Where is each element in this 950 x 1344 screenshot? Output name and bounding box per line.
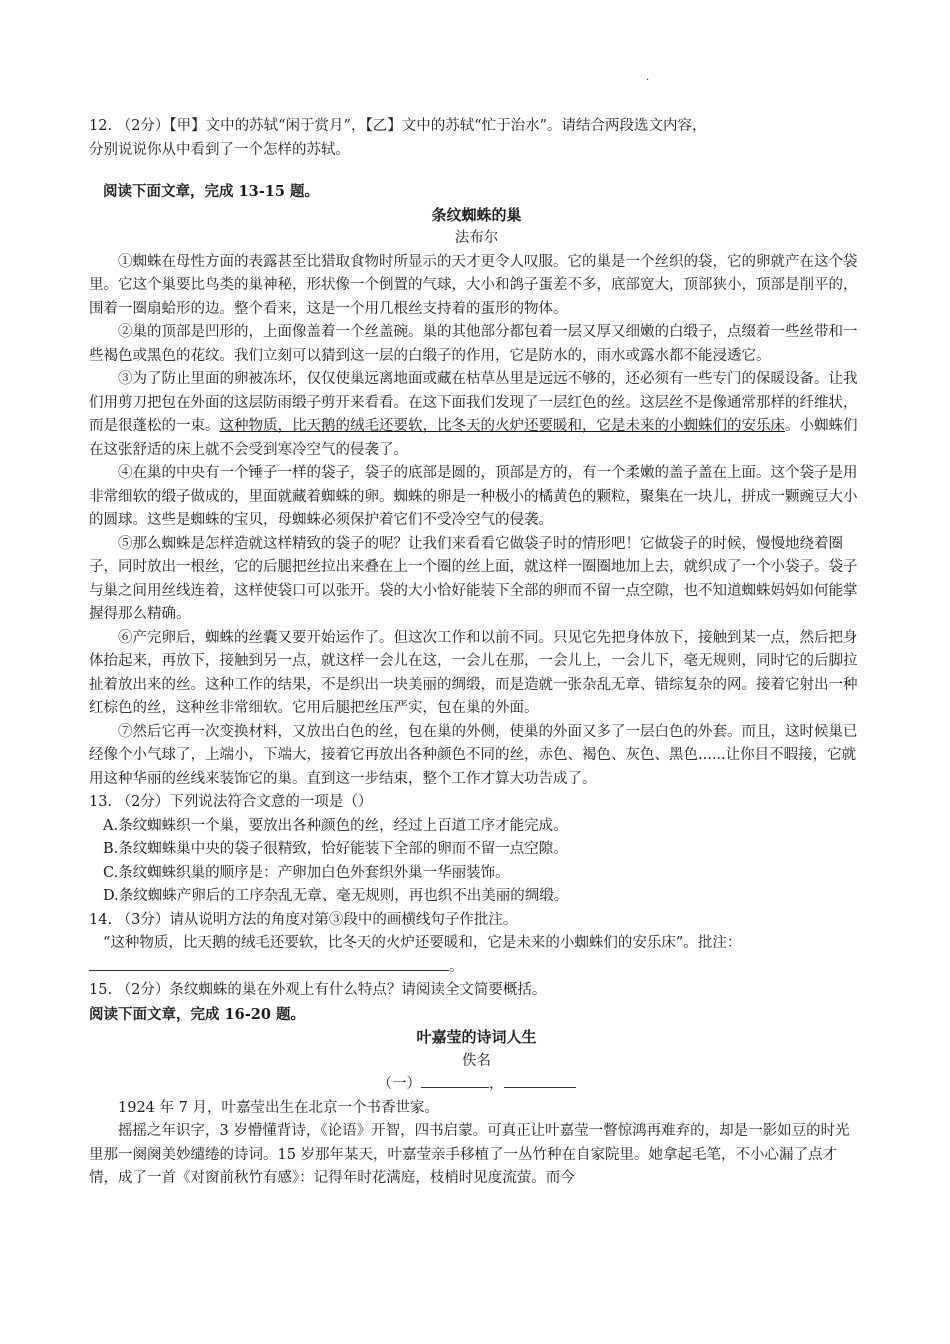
q13-option-d: D.条纹蜘蛛产卵后的工序杂乱无章、毫无规则，再也织不出美丽的绸缎。 [103, 888, 569, 904]
q13-option-c: C.条纹蜘蛛织巢的顺序是：产卵加白色外套织外巢一华丽装饰。 [103, 864, 510, 881]
part-label: （一） [377, 1076, 421, 1092]
underlined-sentence: 这种物质，比天鹅的绒毛还要软，比冬天的火炉还要暖和，它是未来的小蜘蛛们的安乐床 [219, 418, 785, 434]
q12-line1: 12. （2分）【甲】文中的苏轼“闲于赏月”，【乙】文中的苏轼“忙于治水”。请结合两段选文内容， [89, 118, 707, 134]
q13-option-a: A.条纹蜘蛛织一个巢，要放出各种颜色的丝，经过上百道工序才能完成。 [103, 817, 568, 834]
article1-title: 条纹蜘蛛的巢 [431, 205, 522, 224]
section2-instruction: 阅读下面文章，完成 16-20 题。 [89, 1005, 305, 1023]
q13-stem: 13. （2分）下列说法符合文意的一项是（） [89, 794, 373, 810]
q14-end: 。 [449, 958, 464, 975]
paragraph-7: ⑦然后它再一次变换材料，又放出白色的丝，包在巢的外侧，使巢的外面又多了一层白色的外套。而且，这时候巢已经像个小气球了，上端小，下端大，接着它再放出各种颜色不同的丝，赤色、褐色、灰色、黑色......让你目不暇接，它就用这种华丽的丝线来装饰它的巢。直到这一步结束，整个工作才算大功告成了。 [89, 723, 858, 787]
section1-instruction: 阅读下面文章，完成 13-15 题。 [103, 183, 319, 200]
q15-stem: 15. （2分）条纹蜘蛛的巢在外观上有什么特点？请阅读全文简要概括。 [89, 982, 547, 998]
q14-quote: “这种物质，比天鹅的绒毛还要软，比冬天的火炉还要暖和，它是未来的小蜘蛛们的安乐床”。批注： [103, 935, 742, 951]
paragraph-3 [89, 368, 864, 462]
blank-2 [504, 1073, 576, 1088]
paragraph-2: ②巢的顶部是凹形的，上面像盖着一个丝盖碗。巢的其他部分都包着一层又厚又细嫩的白缎子，点缀着一些丝带和一些褐色或黑色的花纹。我们立刻可以猜到这一层的白缎子的作用，它是防水的，雨水或露水都不能浸透它。 [89, 324, 858, 364]
q14-stem: 14. （3分）请从说明方法的角度对第③段中的画横线句子作批注。 [89, 911, 518, 928]
paragraph-5: ⑤那么蜘蛛是怎样造就这样精致的袋子的呢？让我们来看看它做袋子时的情形吧！它做袋子的时候，慢慢地绕着圈子，同时放出一根丝，它的后腿把丝拉出来叠在上一个圈的丝上面，就这样一圈圈地加上去，就织成了一个小袋子。袋子与巢之间用丝线连着，这样使袋口可以张开。袋的大小恰好能装下全部的卵而不留一点空隙，也不知道蜘蛛妈妈如何能掌握得那么精确。 [89, 535, 858, 622]
article2-author: 佚名 [462, 1052, 491, 1069]
paragraph-6: ⑥产完卵后，蜘蛛的丝囊又要开始运作了。但这次工作和以前不同。只见它先把身体放下，接触到某一点，然后把身体抬起来，再放下，接触到另一点，就这样一会儿在这，一会儿在那，一会儿上，一会儿下，毫无规则，同时它的后脚拉扯着放出来的丝。这种工作的结果，不是织出一块美丽的绸缎，而是造就一张杂乱无章、错综复杂的网。接着它射出一种红棕色的丝，这种丝非常细软。它用后腿把丝压严实，包在巢的外面。 [89, 629, 858, 716]
paragraph-3-part-b: 。小蜘蛛们在这张舒适的床上就不会受到寒冷空气的侵袭了。 [89, 418, 858, 458]
part-sep: ， [489, 1076, 504, 1092]
paragraph-3-part-a: ③为了防止里面的卵被冻坏，仅仅使巢远离地面或藏在枯草丛里是远远不够的，还必须有一些专门的保暖设备。让我们用剪刀把包在外面的这层防雨缎子剪开来看看。在这下面我们发现了一层红色的丝。这层丝不是像通常那样的纤维状，而是很蓬松的一束。 [89, 371, 858, 434]
article2-paragraph-2: 摇摇之年识字，3 岁懵懂背诗，《论语》开智，四书启蒙。可真正让叶嘉莹一瞥惊鸿再难弃的，却是一影如豆的时光里那一阕阕美妙缱绻的诗词。15 岁那年某天，叶嘉莹亲手移植了一丛竹种在自家院里。她拿起毛笔，不小心漏了点才情，成了一首《对窗前秋竹有感》：记得年时花满庭，枝梢时见度流萤。而今 [89, 1123, 850, 1186]
q12-line2: 分别说说你从中看到了一个怎样的苏轼。 [89, 141, 350, 158]
article2-title: 叶嘉莹的诗词人生 [416, 1028, 537, 1046]
q14-answer-line [89, 956, 864, 980]
q13-option-b: B.条纹蜘蛛巢中央的袋子很精致，恰好能装下全部的卵而不留一点空隙。 [103, 841, 568, 857]
question-12 [89, 115, 864, 162]
header-dot: . [646, 72, 650, 83]
blank-1 [421, 1073, 489, 1088]
paragraph-1: ①蜘蛛在母性方面的表露甚至比猎取食物时所显示的天才更令人叹服。它的巢是一个丝织的袋，它的卵就产在这个袋里。它这个巢要比鸟类的巢神秘，形状像一个倒置的气球，大小和鸽子蛋差不多，底部宽大，顶部狭小，顶部是削平的，围着一圈扇蛤形的边。整个看来，这是一个用几根丝支持着的蛋形的物体。 [89, 253, 858, 317]
article1-author: 法布尔 [454, 230, 499, 246]
section-spider [89, 180, 864, 1191]
paragraph-4: ④在巢的中央有一个锤子一样的袋子，袋子的底部是圆的，顶部是方的，有一个柔嫩的盖子盖在上面。这个袋子是用非常细软的缎子做成的，里面就藏着蜘蛛的卵。蜘蛛的卵是一种极小的橘黄色的颗粒，聚集在一块儿，拼成一颗豌豆大小的圆球。这些是蜘蛛的宝贝，母蜘蛛必须保护着它们不受冷空气的侵袭。 [89, 465, 858, 528]
answer-blank [89, 956, 449, 971]
part-heading [89, 1073, 864, 1097]
article2-paragraph-1: 1924 年 7 月，叶嘉莹出生在北京一个书香世家。 [118, 1099, 439, 1116]
